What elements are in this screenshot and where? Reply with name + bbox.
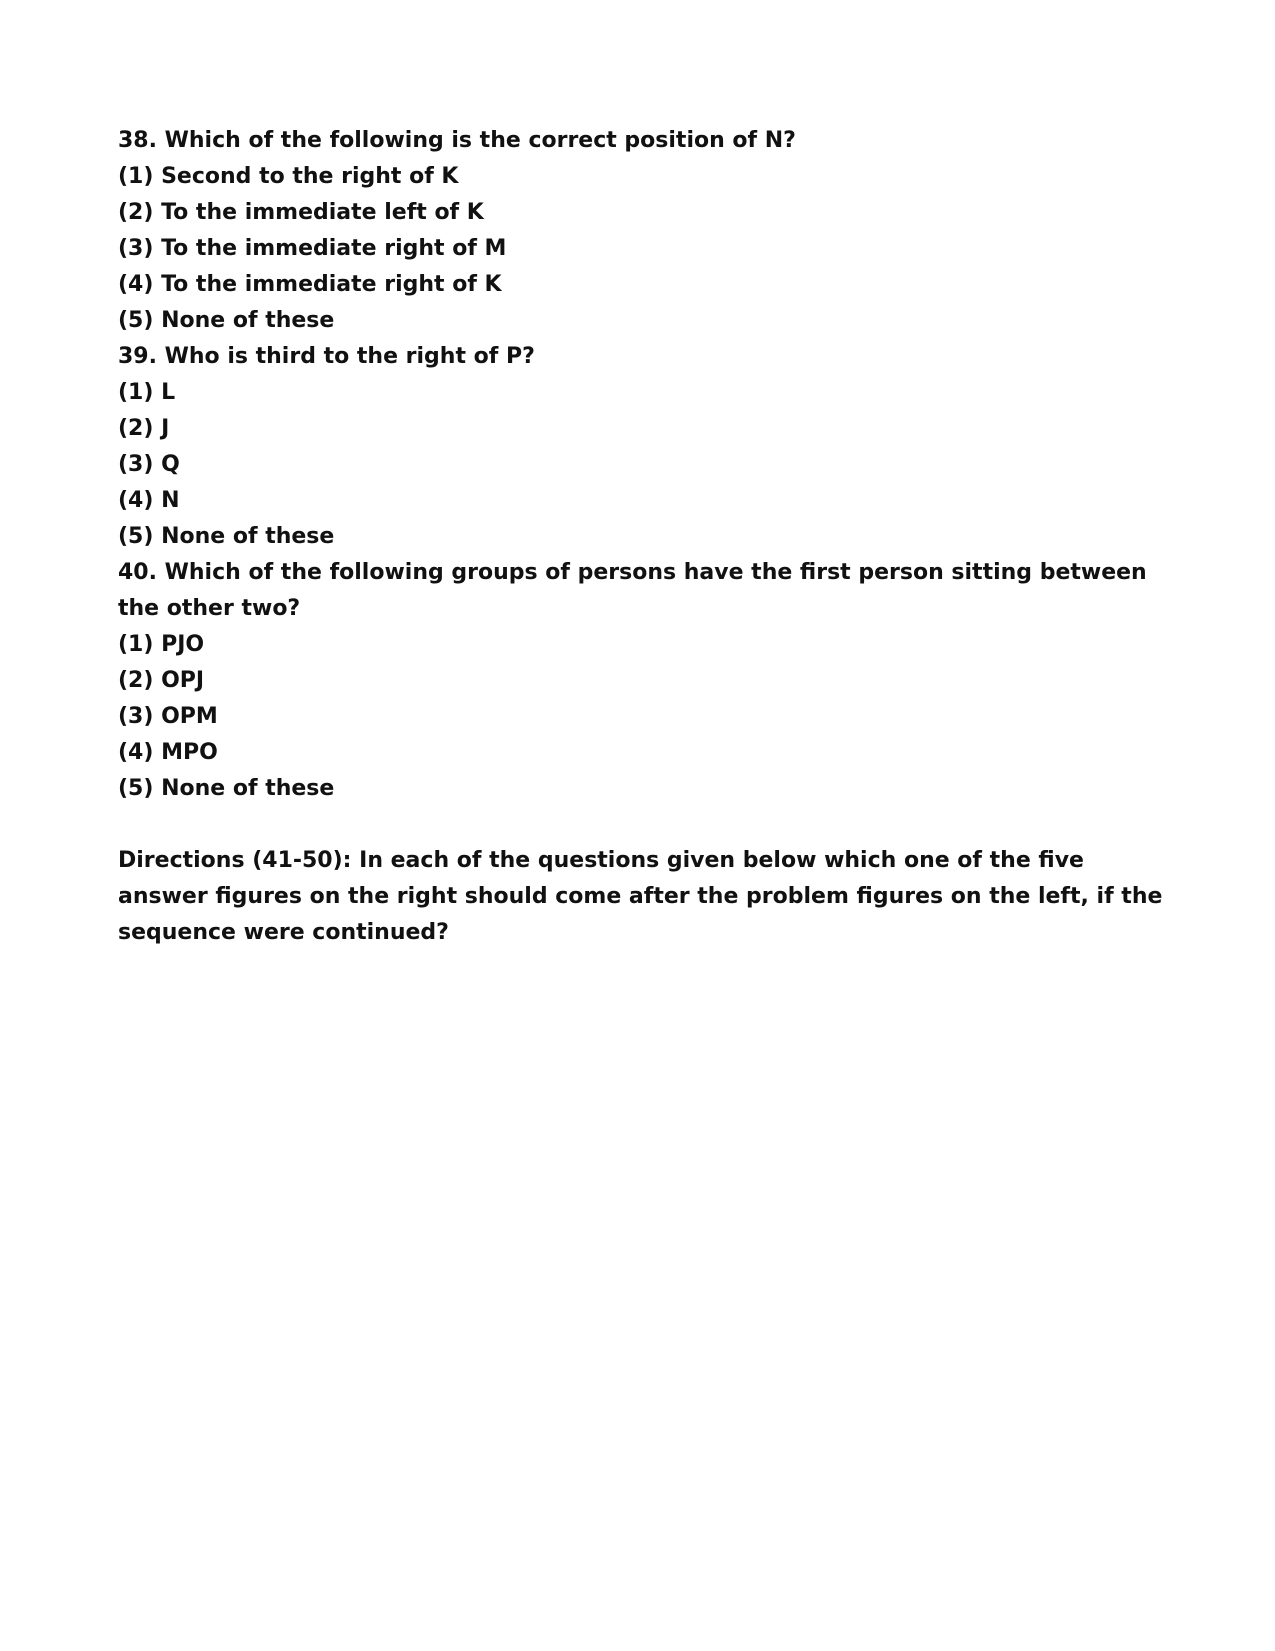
option-4: (4) To the immediate right of K: [118, 272, 502, 297]
option-4: (4) N: [118, 488, 180, 513]
option-5: (5) None of these: [118, 308, 335, 333]
question-text: 40. Which of the following groups of persons have the first person sitting between the other two?: [118, 560, 1155, 621]
option-5: (5) None of these: [118, 776, 335, 801]
option-3: (3) Q: [118, 452, 180, 477]
option-1: (1) PJO: [118, 632, 205, 657]
option-2: (2) To the immediate left of K: [118, 200, 484, 225]
section-gap: [118, 807, 1178, 843]
option-3: (3) To the immediate right of M: [118, 236, 507, 261]
option-2: (2) OPJ: [118, 668, 205, 693]
document-page: [118, 123, 1178, 951]
question-text: 39. Who is third to the right of P?: [118, 344, 535, 369]
option-4: (4) MPO: [118, 740, 218, 765]
option-2: (2) J: [118, 416, 170, 441]
option-1: (1) Second to the right of K: [118, 164, 459, 189]
question-38: [118, 123, 1178, 339]
question-39: [118, 339, 1178, 555]
question-text: 38. Which of the following is the correct position of N?: [118, 128, 796, 153]
directions-paragraph: Directions (41-50): In each of the questions given below which one of the five answer figures on the right should come after the problem figures on the left, if the sequence were continued?: [118, 848, 1171, 945]
option-3: (3) OPM: [118, 704, 218, 729]
option-1: (1) L: [118, 380, 176, 405]
option-5: (5) None of these: [118, 524, 335, 549]
question-40: [118, 555, 1178, 807]
